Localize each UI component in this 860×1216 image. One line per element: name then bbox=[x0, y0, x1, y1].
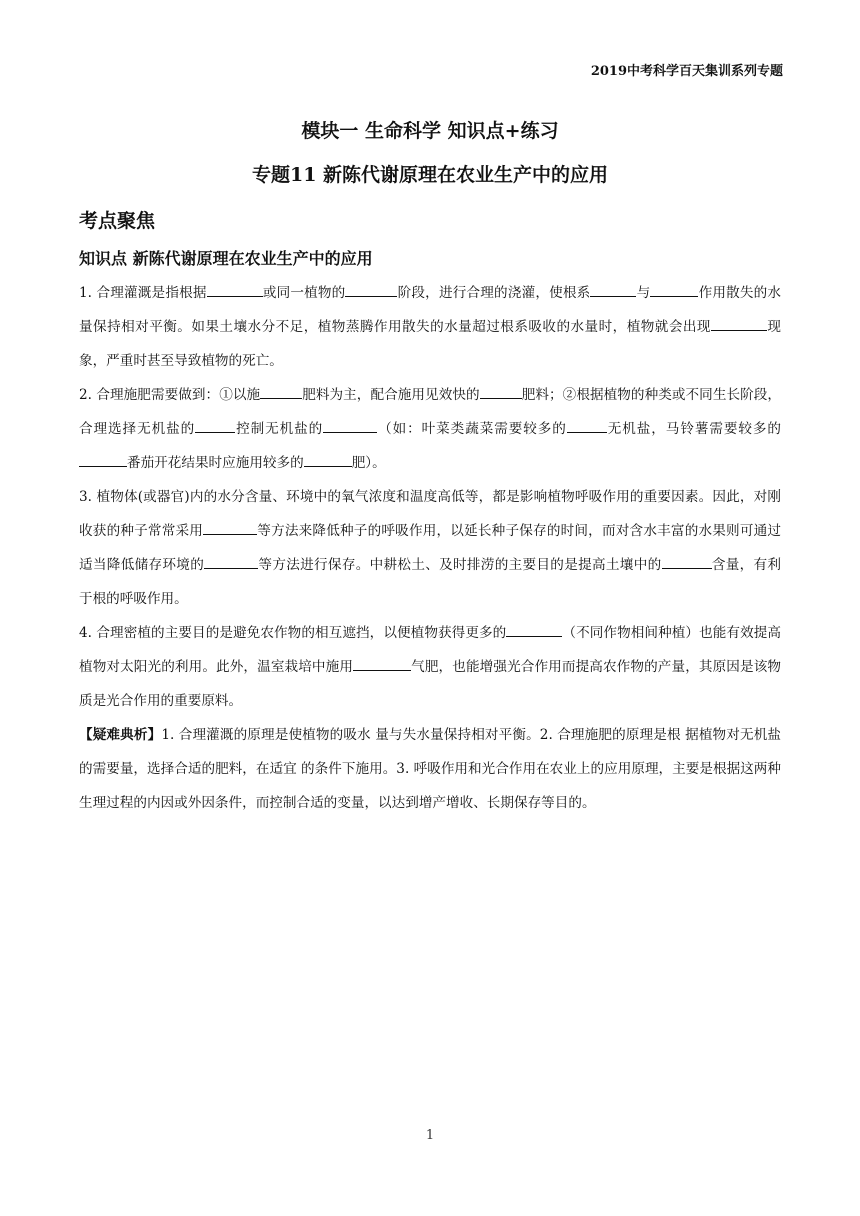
text: 或同一植物的 bbox=[262, 285, 346, 301]
fill-blank bbox=[204, 554, 258, 569]
text: 等方法来降低种子的呼吸作用，以延长种子保存的时间，而对含水丰富的水果则可通过适当降低储存环境的 bbox=[79, 523, 782, 573]
section-heading: 考点聚焦 bbox=[79, 210, 156, 232]
text: 气肥，也能增强光合作用而提高农作物的产量，其原因是该物质是光合作用的重要原料。 bbox=[79, 659, 782, 709]
fill-blank bbox=[323, 418, 377, 433]
text: 与 bbox=[636, 285, 651, 301]
fill-blank bbox=[195, 418, 235, 433]
text: 阶段，进行合理的浇灌，使根系 bbox=[397, 285, 591, 301]
text: 等方法进行保存。中耕松土、及时排涝的主要目的是提高土壤中的 bbox=[258, 557, 662, 573]
text: 含量，有利于根的呼吸作用。 bbox=[79, 557, 782, 607]
fill-blank bbox=[506, 622, 562, 637]
text: 3. 植物体(或器官)内的水分含量、环境中的氧气浓度和温度高低等，都是影响植物呼吸作用的重要因素。因此，对刚收获的种子常常采用 bbox=[79, 489, 781, 539]
fill-blank bbox=[590, 282, 636, 297]
text: 现象，严重时甚至导致植物的死亡。 bbox=[79, 319, 781, 369]
fill-blank bbox=[650, 282, 698, 297]
page-number: 1 bbox=[425, 1128, 435, 1143]
content-body bbox=[79, 276, 781, 820]
fill-blank bbox=[567, 418, 607, 433]
fill-blank bbox=[79, 452, 127, 467]
fill-blank bbox=[353, 656, 411, 671]
text: 肥料为主，配合施用见效快的 bbox=[302, 387, 480, 403]
fill-blank bbox=[345, 282, 397, 297]
analysis-text: 1. 合理灌溉的原理是使植物的吸水 量与失水量保持相对平衡。2. 合理施肥的原理是根 据植物对无机盐的需要量，选择合适的肥料，在适宜 的条件下施用。3. 呼吸作用和光合作用在农业上的应用原理，主要是根据这两种生理过程的内因或外因条件，而控制合适的变量，以达到增产增收、长期保存等目的。 bbox=[79, 727, 781, 811]
page-header: 2019中考科学百天集训系列专题 bbox=[590, 64, 783, 79]
paragraph-1 bbox=[79, 276, 781, 378]
text: 控制无机盐的 bbox=[235, 421, 324, 437]
text: 番茄开花结果时应施用较多的 bbox=[127, 455, 304, 471]
text: 4. 合理密植的主要目的是避免农作物的相互遮挡，以便植物获得更多的 bbox=[79, 625, 507, 641]
fill-blank bbox=[662, 554, 712, 569]
paragraph-4 bbox=[79, 616, 781, 718]
fill-blank bbox=[480, 384, 522, 399]
text: 作用散失的水量保持相对平衡。如果土壤水分不足，植物蒸腾作用散失的水量超过根系吸收的水量时，植物就会出现 bbox=[79, 285, 782, 335]
subsection-heading: 知识点 新陈代谢原理在农业生产中的应用 bbox=[79, 249, 373, 268]
text: 无机盐，马铃薯需要较多的 bbox=[606, 421, 782, 437]
paragraph-3 bbox=[79, 480, 781, 616]
analysis-paragraph bbox=[79, 718, 781, 820]
text: 肥料；②根据植物的种类或不同生长阶段，合理选择无机盐的 bbox=[79, 387, 782, 437]
fill-blank bbox=[260, 384, 302, 399]
paragraph-2 bbox=[79, 378, 781, 480]
topic-title: 专题11 新陈代谢原理在农业生产中的应用 bbox=[251, 164, 609, 186]
fill-blank bbox=[203, 520, 257, 535]
text: （如：叶菜类蔬菜需要较多的 bbox=[377, 421, 567, 437]
fill-blank bbox=[207, 282, 263, 297]
analysis-label: 【疑难典析】 bbox=[79, 727, 162, 743]
text: 肥）。 bbox=[351, 455, 386, 471]
text: 2. 合理施肥需要做到：①以施 bbox=[79, 387, 261, 403]
fill-blank bbox=[711, 316, 767, 331]
module-title: 模块一 生命科学 知识点+练习 bbox=[301, 120, 559, 142]
text: （不同作物相间种植）也能有效提高植物对太阳光的利用。此外，温室栽培中施用 bbox=[79, 625, 781, 675]
text: 1. 合理灌溉是指根据 bbox=[79, 285, 207, 301]
fill-blank bbox=[304, 452, 352, 467]
